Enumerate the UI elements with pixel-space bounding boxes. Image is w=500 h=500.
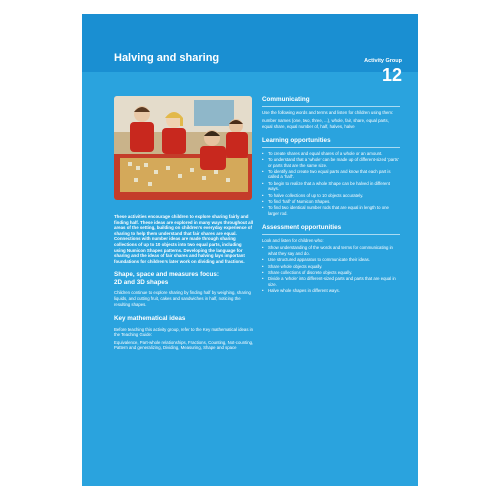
assessment-list (262, 245, 400, 293)
key-ideas-heading: Key mathematical ideas (114, 315, 186, 323)
shape-space-section (114, 271, 254, 307)
activity-group-label: Activity Group (364, 58, 402, 64)
learning-section (262, 137, 400, 216)
key-ideas-list: Equivalence, Part-whole relationships, Fractions, Counting, Not-counting, Pattern and generalizing, Dividing, Measuring, Shape and space (114, 339, 254, 351)
classroom-photo (114, 96, 252, 200)
right-column (262, 96, 400, 302)
activity-group-number: 12 (381, 65, 402, 85)
intro-text: These activities encourage children to explore sharing fairly and finding half. These ideas are explored in many ways throughout all areas of the setting, building on children’s everyday experience of sharing to help them understand that fair shares are equal. Connections with number ideas are made through sharing collections of up to 10 objects into two equal parts, including using Numicon Shapes patterns. Developing the language for sharing and the ideas of fair shares and halving lays important foundations for children’s later work on dividing and fractions. (114, 214, 254, 264)
left-column (114, 214, 254, 359)
assessment-item: • Halve whole shapes in different ways. (262, 288, 400, 293)
learning-list (262, 151, 400, 216)
assessment-item: • Use structured apparatus to communicate their ideas. (262, 257, 400, 262)
communicating-heading: Communicating (262, 96, 400, 107)
assessment-item: • Divide a ‘whole’ into different-sized parts and parts that are equal in size. (262, 276, 400, 287)
learning-item: • To halve collections of up to 10 objects accurately. (262, 193, 400, 198)
shape-space-heading (114, 271, 254, 286)
learning-item: • To create shares and equal shares of a whole or an amount. (262, 151, 400, 156)
communicating-text: Use the following words and terms and listen for children using them: (262, 109, 394, 115)
learning-item: • To begin to realize that a whole Shape can be halved in different ways. (262, 181, 400, 192)
assessment-heading: Assessment opportunities (262, 224, 400, 235)
shape-heading-line2: 2D and 3D shapes (114, 278, 169, 286)
activity-page (82, 14, 418, 486)
learning-heading: Learning opportunities (262, 137, 400, 148)
shape-heading-line1: Shape, space and measures focus: (114, 271, 219, 279)
assessment-item: • Show understanding of the words and terms for communicating in what they say and do. (262, 245, 400, 256)
assessment-item: • Share whole objects equally. (262, 264, 400, 269)
classroom-photo-image (114, 96, 252, 200)
learning-item: • To find two identical number rods that are equal in length to one larger rod. (262, 205, 400, 216)
communicating-section (262, 96, 400, 129)
key-ideas-section (114, 315, 254, 351)
learning-item: • To understand that a ‘whole’ can be made up of different-sized ‘parts’ or parts that are the same size. (262, 157, 400, 168)
assessment-item: • Share collections of discrete objects equally. (262, 270, 400, 275)
learning-item: • To find ‘half’ of Numicon Shapes. (262, 199, 400, 204)
assessment-section (262, 224, 400, 293)
page-title: Halving and sharing (114, 52, 220, 64)
assessment-intro: Look and listen for children who: (262, 237, 324, 243)
learning-item: • To identify and create two equal parts and know that each part is called a ‘half’. (262, 169, 400, 180)
shape-space-text: Children continue to explore sharing by finding half by weighing, sharing liquids, and cutting fruit, cakes and sandwiches in half, noticing the resulting shapes. (114, 290, 251, 307)
key-ideas-text: Before teaching this activity group, refer to the Key mathematical ideas in the Teaching Guide: (114, 326, 254, 338)
communicating-terms: number names (one, two, three, ...), whole, fair, share, equal parts, equal share, equal number of, half, halves, halve (262, 118, 389, 129)
